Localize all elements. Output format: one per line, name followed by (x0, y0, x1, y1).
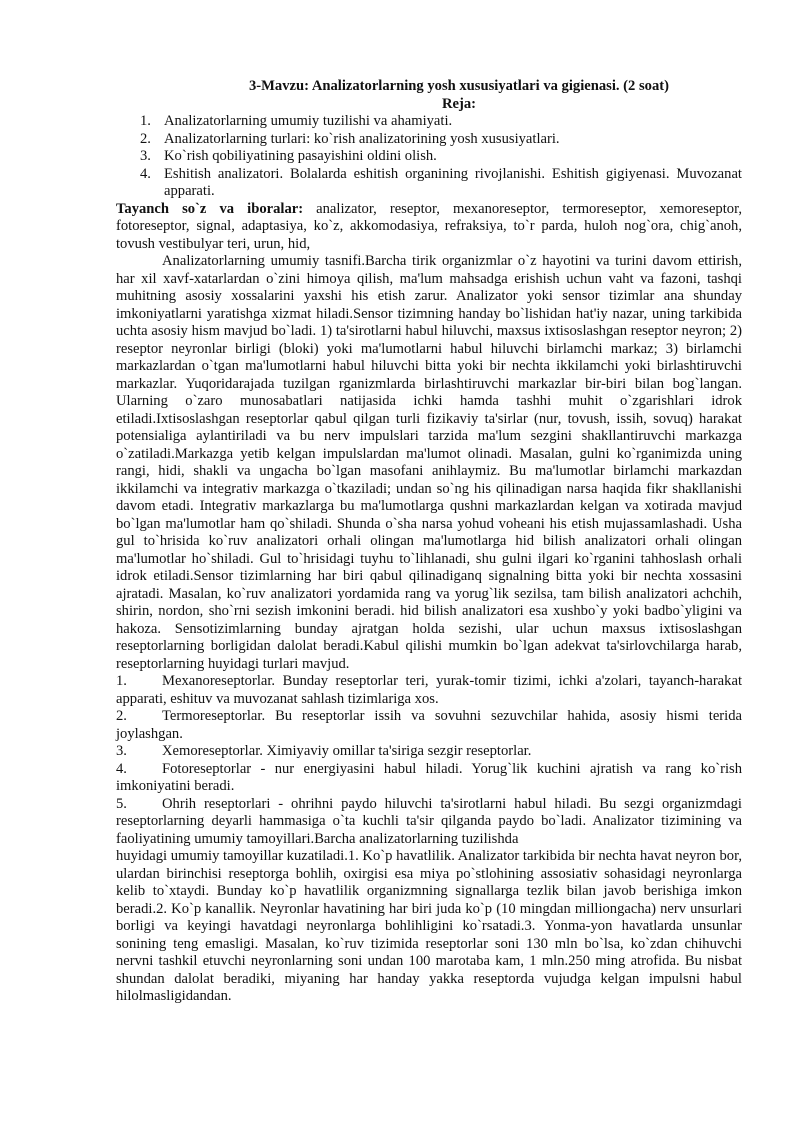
keywords-text: analizator, reseptor, mexanoreseptor, termoreseptor, xemoreseptor, fotoreseptor, signal, adaptasiya, ko`z, akkomodasiya, refraksiya, to`r parda, huloh nog`ora, chig`anoh, tovush vestibulyar teri, urun, hid, (116, 200, 742, 252)
plan-item-text: Analizatorlarning turlari: ko`rish analizatorining yosh xususiyatlari. (164, 130, 560, 147)
receptor-item (116, 743, 742, 761)
plan-item (116, 166, 742, 201)
body-paragraph: Analizatorlarning umumiy tasnifi.Barcha tirik organizmlar o`z hayotini va turini davom ettirish, har xil xavf-xatarlardan o`zini himoya qilish, ma'lum mahsadga erishish uchun vaht va fazoni, tashqi muhitning asosiy xossalarini yaxshi his etish zarur. Analizator yoki sensor tizimlar ana shunday imkoniyatlarni yaratishga xizmat hiladi.Sensor tizimning handay bo`lishidan hat'iy nazar, uning tarkibida uchta asosiy hism mavjud bo`ladi. 1) ta'sirotlarni habul hiluvchi, maxsus ixtisoslashgan reseptor neyron; 2) reseptor neyronlar birligi (bloki) yoki ma'lumotlarni habul hiluvchi birlamchi markaz; 3) birlamchi markazlardan o`tgan ma'lumotlarni habul hiluvchi bitta yoki bir nechta ikkilamchi yoki birlashtiruvchi markazlar. Yuqoridarajada tuzilgan rganizmlarda birlashtiruvchi markazlar bir-biri bilan bog`langan. Ularning o`zaro munosabatlari natijasida ichki hamda tashhi muhit o`zgarishlari idrok etiladi.Ixtisoslashgan reseptorlar qabul qilgan turli fizikaviy ta'sirlar (nur, tovush, issih, sovuq) harakat potensialiga aylantiriladi va bu nerv impulslari tarzida ma'lum sezgini shakllantiruvchi markazga o`zatiladi.Markazga yetib kelgan impulslardan ma'lumot olinadi. Masalan, gulni ko`rganimizda uning rangi, hidi, shakli va ungacha bo`lgan masofani anihlaymiz. Bu ma'lumotlar birlamchi markazdan ikkilamchi va integrativ markazga o`tkaziladi; undan so`ng his qilinadigan narsa haqida fikr shakllanishi davom etadi. Integrativ markazlarga bu ma'lumotlarga qushni markazlardan kelgan va xotirada mavjud bo`lgan ma'lumotlar ham qo`shiladi. Shunda o`sha narsa yohud voheani his etish mujassamlashadi. Usha gul to`hrisida ko`ruv analizatori orhali olingan ma'lumotlarga hid bilish analizatori orhali olingan ma'lumotlar ho`shiladi. Gul to`hrisidagi tuyhu to`lihlanadi, shu gulni ilgari ko`rganini tahhoslash orhali idrok etiladi.Sensor tizimlarning har biri qabul qilinadiganq signalning bitta yoki bir nechta xossasini ajratadi. Masalan, ko`ruv analizatori yordamida rang va yorug`lik sezilsa, tam bilish analizatori achchih, shirin, nordon, sho`rni sezish imkonini beradi. hid bilish analizatori esa xushbo`y yoki badbo`yligini va hakoza. Sensotizimlarning bunday ajratgan holda sezishi, ular uchun maxsus ixtisoslashgan reseptorlarning borligidan dalolat beradi.Kabul qilishi mumkin bo`lgan adekvat ta'sirlovchilarga harab, reseptorlarning huyidagi turlari mavjud. (116, 253, 742, 672)
plan-item (116, 148, 742, 166)
plan-item (116, 113, 742, 131)
body-paragraph: huyidagi umumiy tamoyillar kuzatiladi.1. Ko`p havatlilik. Analizator tarkibida bir nechta havat neyron bor, ulardan birinchisi reseptorga bohlih, oxirgisi esa miya po`stlohining assosiativ sohasidagi neyronlarga kelib to`xtaydi. Bunday ko`p havatlilik organizmning signallarga tezlik bilan javob berishiga imkon beradi.2. Ko`p kanallik. Neyronlar havatining har biri juda ko`p (10 mingdan milliongacha) nerv unsurlari borligi va keyingi havatdagi neyronlarga bohlihligini ko`rsatadi.3. Yonma-yon havatlarda unsunlar sonining teng emasligi. Masalan, ko`ruv tizimida reseptorlar soni 130 mln bo`lsa, ko`zdan chihuvchi nervni tashkil etuvchi neyronlarning soni undan 100 marotaba kam, 1 mln.250 ming atrofida. Bu nisbat shundan dalolat beradiki, miyaning har handay yakka reseptorda vujudga kelgan impulsni habul hilolmasligidandan. (116, 848, 742, 1004)
receptor-text: Ohrih reseptorlari - ohrihni paydo hiluvchi ta'sirotlarni habul hiladi. Bu sezgi organizmdagi reseptorlarning deyarli hammasiga o`ta kuchli ta'sir qilganda paydo bo`ladi. Analizator tizimining va faoliyatining umumiy tamoyillari.Barcha analizatorlarning tuzilishda (116, 795, 742, 847)
page-title: 3-Mavzu: Analizatorlarning yosh xususiyatlari va gigienasi. (2 soat) (249, 78, 669, 94)
receptor-number: 5. (116, 795, 127, 812)
document-page (116, 78, 742, 1006)
receptor-text: Mexanoreseptorlar. Bunday reseptorlar teri, yurak-tomir tizimi, ichki a'zolari, tayanch-harakat apparati, eshituv va muvozanat sahlash tizimlariga xos. (116, 673, 742, 707)
receptor-text: Termoreseptorlar. Bu reseptorlar issih va sovuhni sezuvchilar hahida, asosiy hismi terida joylashgan. (116, 708, 742, 742)
plan-item-number: 2. (140, 130, 151, 147)
receptor-number: 1. (116, 673, 127, 689)
plan-item-number: 3. (140, 148, 151, 164)
receptor-text: Fotoreseptorlar - nur energiyasini habul hiladi. Yorug`lik kuchini ajratish va rang ko`rish imkoniyatini beradi. (116, 760, 742, 794)
plan-item-number: 1. (140, 113, 151, 129)
receptor-item (116, 761, 742, 796)
receptor-text: Xemoreseptorlar. Ximiyaviy omillar ta'siriga sezgir reseptorlar. (162, 743, 532, 759)
plan-item-number: 4. (140, 165, 151, 182)
plan-item-text: Ko`rish qobiliyatining pasayishini oldini olish. (164, 148, 437, 164)
receptor-number: 4. (116, 760, 127, 777)
plan-heading: Reja: (441, 95, 477, 112)
receptor-item (116, 708, 742, 743)
plan-list (116, 113, 742, 201)
receptor-item (116, 673, 742, 708)
plan-item-text: Analizatorlarning umumiy tuzilishi va ahamiyati. (164, 113, 453, 129)
receptor-number: 3. (116, 743, 127, 759)
keywords-paragraph (116, 201, 742, 254)
keywords-label: Tayanch so`z va iboralar: (116, 200, 304, 217)
plan-item (116, 131, 742, 149)
receptor-number: 2. (116, 708, 127, 724)
plan-item-text: Eshitish analizatori. Bolalarda eshitish organining rivojlanishi. Eshitish gigiyenasi. Muvozanat apparati. (164, 165, 742, 199)
receptor-item (116, 796, 742, 849)
